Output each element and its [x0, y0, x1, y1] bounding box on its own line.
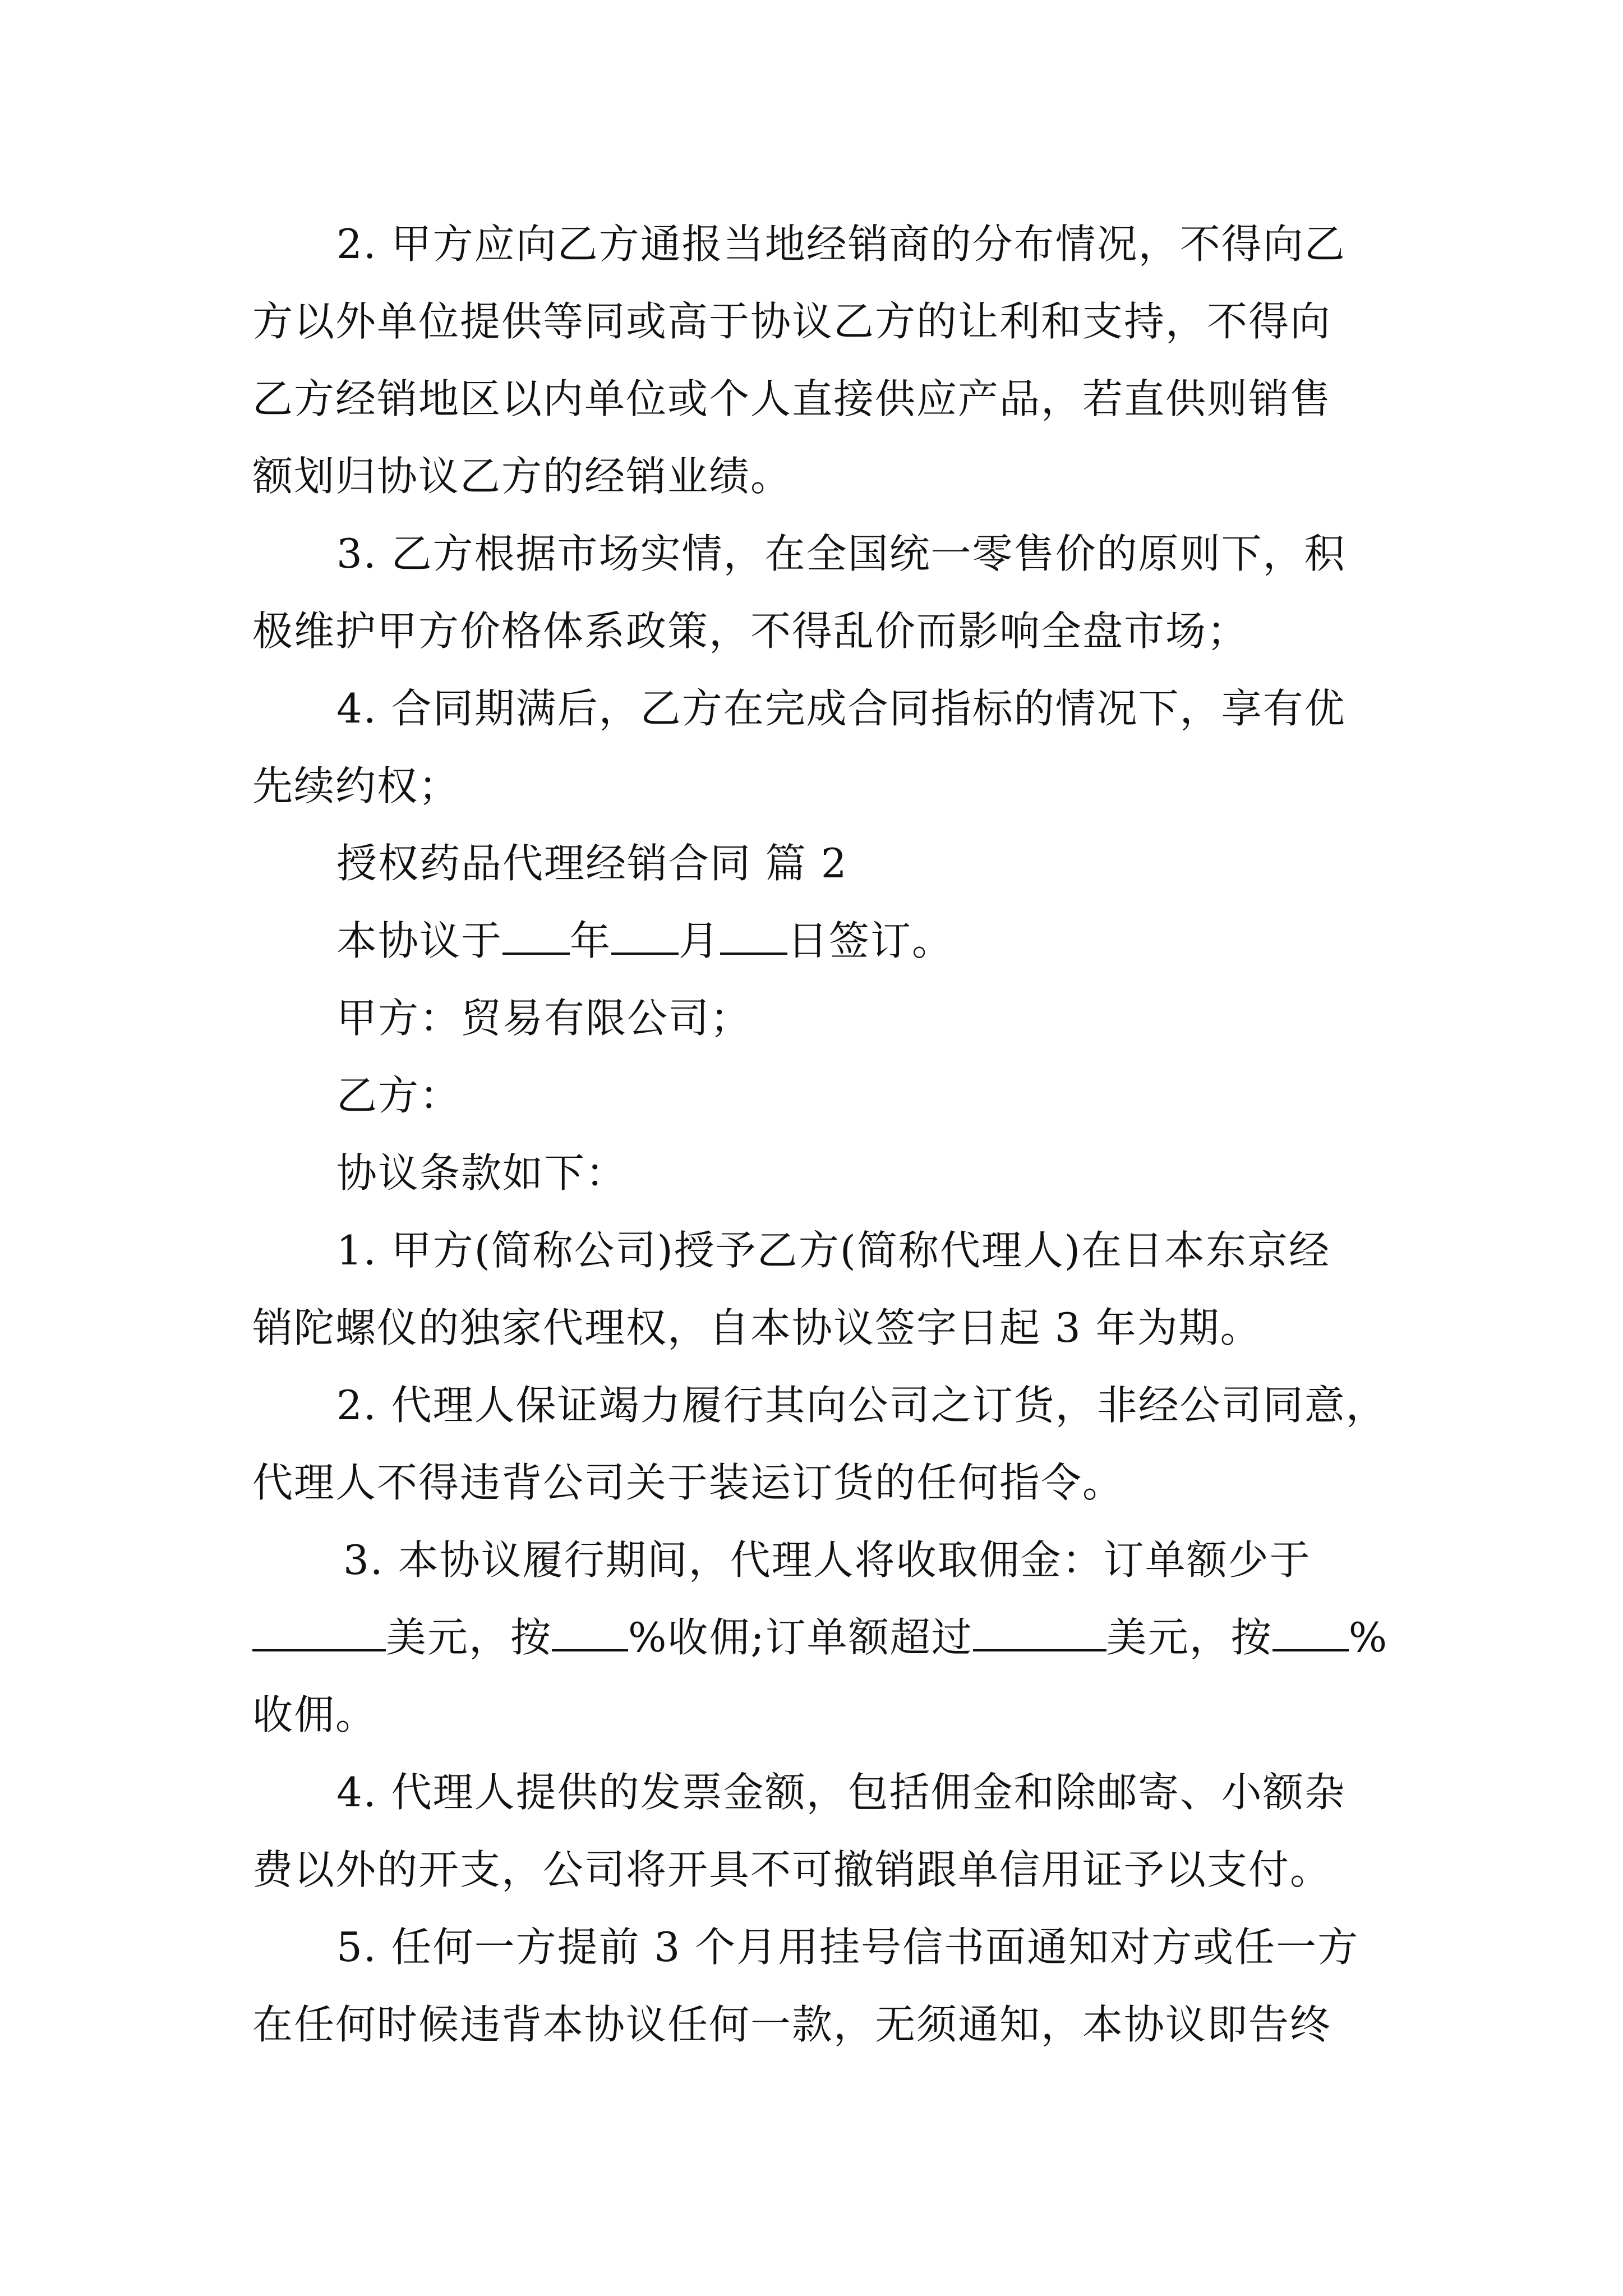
term-5-line-2: 在任何时候违背本协议任何一款，无须通知，本协议即告终: [252, 2001, 1332, 2048]
amount-blank-2: [973, 1612, 1106, 1651]
clause-3-line-2: 极维护甲方价格体系政策，不得乱价而影响全盘市场；: [252, 608, 1249, 655]
clause-4-line-2: 先续约权；: [252, 762, 460, 809]
terms-intro: 协议条款如下：: [336, 1149, 628, 1197]
sign-text-d: 日签订。: [787, 917, 954, 964]
day-blank: [720, 915, 787, 955]
clause-4-line-1: 4. 合同期满后，乙方在完成合同指标的情况下，享有优: [336, 685, 1346, 732]
term-3-line-2: [252, 1612, 1388, 1663]
term-3-line-1: 3. 本协议履行期间，代理人将收取佣金：订单额少于: [343, 1536, 1311, 1584]
party-b: 乙方：: [336, 1072, 462, 1119]
month-blank: [611, 915, 679, 955]
clause-3-line-1: 3. 乙方根据市场实情，在全国统一零售价的原则下，积: [336, 530, 1346, 577]
clause-2-line-3: 乙方经销地区以内单位或个人直接供应产品，若直供则销售: [252, 375, 1332, 422]
term-3-text-a: 美元，按: [386, 1614, 552, 1661]
term-4-line-1: 4. 代理人提供的发票金额，包括佣金和除邮寄、小额杂: [336, 1769, 1346, 1816]
term-2-line-2: 代理人不得违背公司关于装运订货的任何指令。: [252, 1459, 1124, 1506]
term-4-line-2: 费以外的开支，公司将开具不可撤销跟单信用证予以支付。: [252, 1846, 1332, 1893]
sign-text-a: 本协议于: [336, 917, 503, 964]
clause-2-line-4: 额划归协议乙方的经销业绩。: [252, 453, 792, 500]
percent-blank-2: [1272, 1612, 1349, 1651]
term-3-text-d: %: [1348, 1614, 1389, 1661]
sign-text-b: 年: [570, 917, 612, 964]
party-a: 甲方：贸易有限公司；: [336, 995, 752, 1042]
clause-2-line-1: 2. 甲方应向乙方通报当地经销商的分布情况，不得向乙: [336, 220, 1346, 268]
percent-blank-1: [552, 1612, 628, 1651]
term-5-line-1: 5. 任何一方提前 3 个月用挂号信书面通知对方或任一方: [336, 1924, 1359, 1971]
amount-blank-1: [252, 1612, 386, 1651]
term-1-line-2: 销陀螺仪的独家代理权，自本协议签字日起 3 年为期。: [252, 1304, 1262, 1351]
signing-date-line: [336, 915, 953, 966]
term-3-line-3: 收佣。: [252, 1691, 377, 1738]
clause-2-line-2: 方以外单位提供等同或高于协议乙方的让利和支持，不得向: [252, 298, 1332, 345]
term-2-line-1: 2. 代理人保证竭力履行其向公司之订货，非经公司同意，: [336, 1382, 1387, 1429]
term-3-text-c: 美元，按: [1106, 1614, 1272, 1661]
year-blank: [502, 915, 570, 955]
sign-text-c: 月: [679, 917, 721, 964]
term-1-line-1: 1. 甲方(简称公司)授予乙方(简称代理人)在日本东京经: [336, 1227, 1330, 1274]
term-3-text-b: %收佣;订单额超过: [628, 1614, 973, 1661]
section-title: 授权药品代理经销合同 篇 2: [336, 840, 848, 887]
